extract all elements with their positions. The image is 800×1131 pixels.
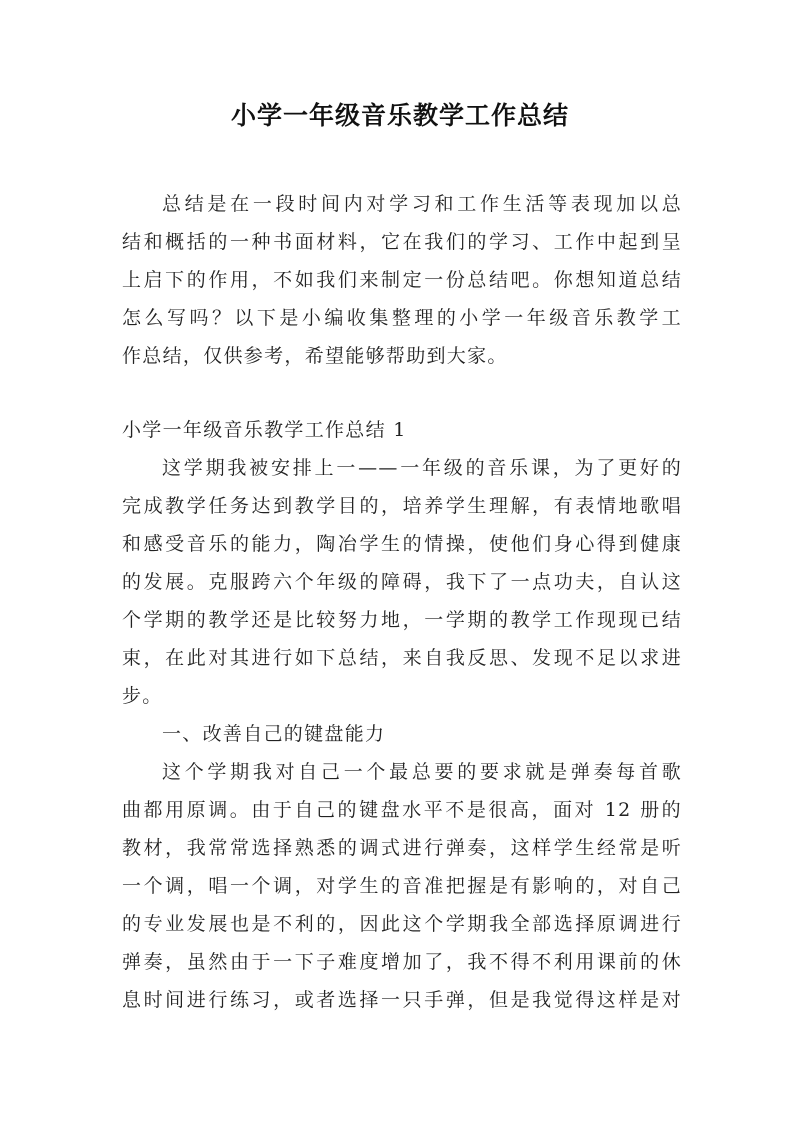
intro-line: 作总结，仅供参考，希望能够帮助到大家。 bbox=[122, 345, 508, 367]
subsection-line: 的专业发展也是不利的，因此这个学期我全部选择原调进行 bbox=[122, 913, 682, 935]
document-title: 小学一年级音乐教学工作总结 bbox=[230, 101, 569, 130]
section-line: 步。 bbox=[122, 685, 163, 707]
section-line: 和感受音乐的能力，陶冶学生的情操，使他们身心得到健康 bbox=[122, 533, 682, 555]
subsection-line: 一个调，唱一个调，对学生的音准把握是有影响的，对自己 bbox=[122, 875, 682, 897]
subsection-line: 弹奏，虽然由于一下子难度增加了，我不得不利用课前的休 bbox=[122, 951, 682, 973]
subheading: 一、改善自己的键盘能力 bbox=[162, 723, 386, 745]
section-line: 完成教学任务达到教学目的，培养学生理解，有表情地歌唱 bbox=[122, 495, 682, 517]
intro-line: 结和概括的一种书面材料，它在我们的学习、工作中起到呈 bbox=[122, 231, 682, 253]
subsection-line: 曲都用原调。由于自己的键盘水平不是很高，面对 12 册的 bbox=[122, 799, 682, 821]
section-line: 的发展。克服跨六个年级的障碍，我下了一点功夫，自认这 bbox=[122, 571, 682, 593]
section-line: 个学期的教学还是比较努力地，一学期的教学工作现现已结 bbox=[122, 609, 682, 631]
section-line: 束，在此对其进行如下总结，来自我反思、发现不足以求进 bbox=[122, 647, 682, 669]
intro-line: 总结是在一段时间内对学习和工作生活等表现加以总 bbox=[162, 193, 682, 215]
section-heading: 小学一年级音乐教学工作总结 1 bbox=[122, 419, 407, 441]
intro-line: 上启下的作用，不如我们来制定一份总结吧。你想知道总结 bbox=[122, 269, 682, 291]
subsection-line: 息时间进行练习，或者选择一只手弹，但是我觉得这样是对 bbox=[122, 989, 682, 1011]
subsection-line: 这个学期我对自己一个最总要的要求就是弹奏每首歌 bbox=[162, 761, 682, 783]
subsection-line: 教材，我常常选择熟悉的调式进行弹奏，这样学生经常是听 bbox=[122, 837, 682, 859]
section-line: 这学期我被安排上一——一年级的音乐课，为了更好的 bbox=[162, 457, 682, 479]
intro-line: 怎么写吗？以下是小编收集整理的小学一年级音乐教学工 bbox=[122, 307, 682, 329]
